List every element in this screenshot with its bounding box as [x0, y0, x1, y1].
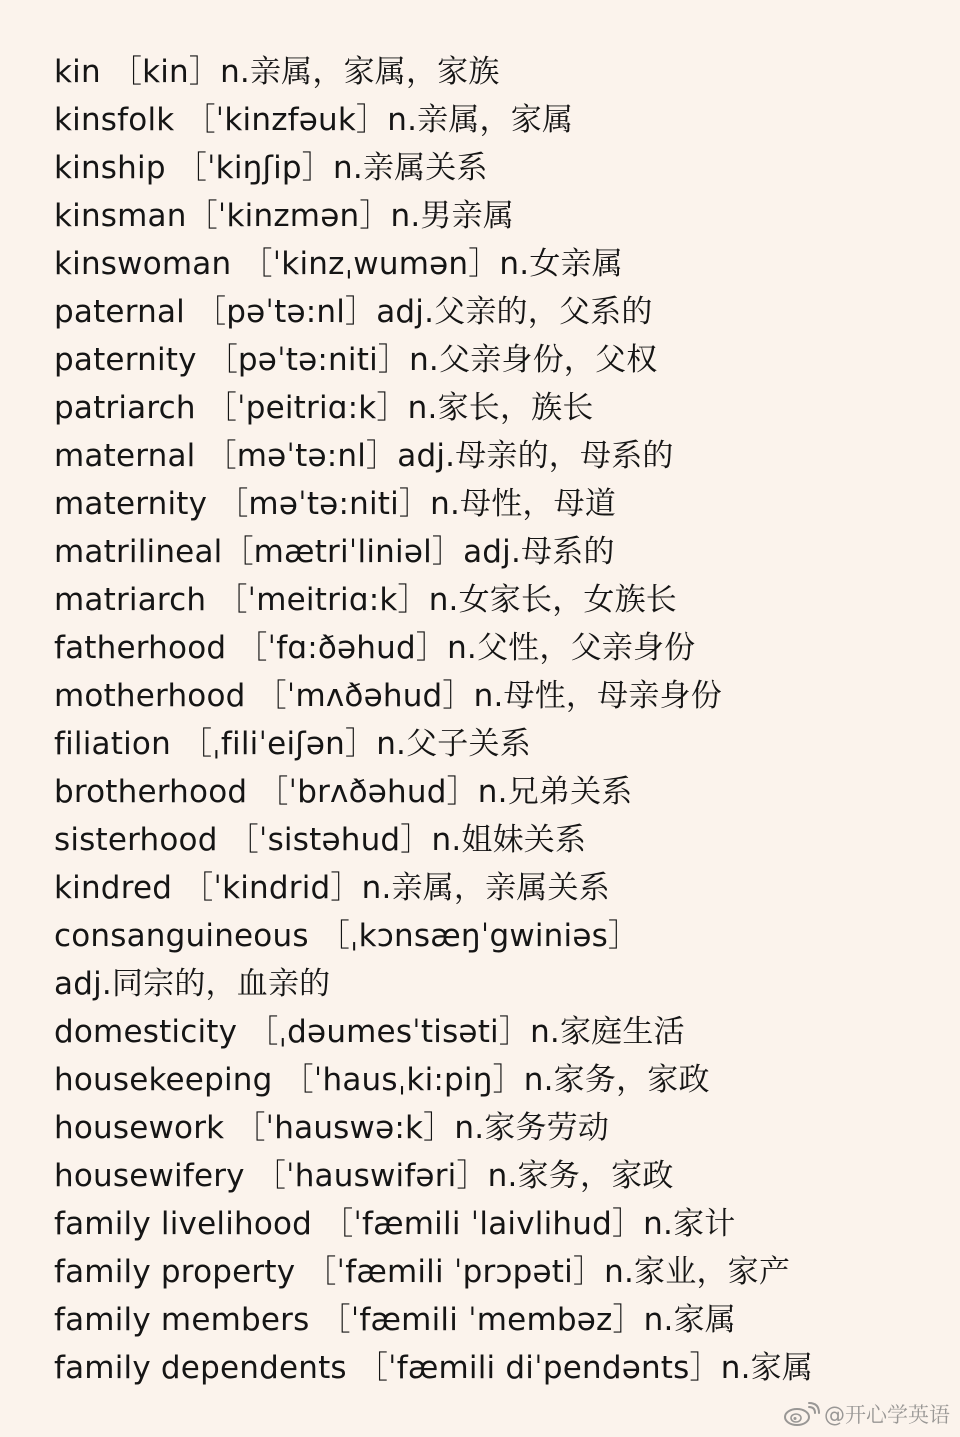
vocab-entry: maternal ［məˈtə:nl］adj.母亲的，母系的 [54, 438, 674, 474]
vocab-entry: maternity ［məˈtə:niti］n.母性，母道 [54, 486, 617, 522]
vocab-entry: consanguineous ［ˌkɔnsæŋˈgwiniəs］ [54, 918, 640, 954]
vocab-entry: housekeeping ［ˈhausˌki:piŋ］n.家务，家政 [54, 1062, 710, 1098]
vocab-entry: kin ［kin］n.亲属，家属，家族 [54, 54, 500, 90]
vocab-entry: family property ［ˈfæmili ˈprɔpəti］n.家业，家产 [54, 1254, 791, 1290]
vocab-entry: family members ［ˈfæmili ˈmembəz］n.家属 [54, 1302, 736, 1338]
vocab-entry: patriarch ［ˈpeitriɑ:k］n.家长，族长 [54, 390, 594, 426]
vocab-entry: kinship ［ˈkiŋʃip］n.亲属关系 [54, 150, 488, 186]
vocab-entry: kindred ［ˈkindrid］n.亲属，亲属关系 [54, 870, 610, 906]
vocab-entry: housework ［ˈhauswə:k］n.家务劳动 [54, 1110, 610, 1146]
watermark [782, 1399, 950, 1429]
vocab-entry: matriarch ［ˈmeitriɑ:k］n.女家长，女族长 [54, 582, 678, 618]
vocab-entry: kinswoman ［ˈkinzˌwumən］n.女亲属 [54, 246, 623, 282]
vocabulary-list [54, 48, 940, 1392]
weibo-logo-icon [782, 1401, 820, 1427]
vocab-entry: housewifery ［ˈhauswifəri］n.家务，家政 [54, 1158, 674, 1194]
vocab-entry: fatherhood ［ˈfɑ:ðəhud］n.父性，父亲身份 [54, 630, 696, 666]
watermark-text: @开心学英语 [824, 1403, 950, 1427]
vocab-entry: brotherhood ［ˈbrʌðəhud］n.兄弟关系 [54, 774, 633, 810]
vocab-entry: motherhood ［ˈmʌðəhud］n.母性，母亲身份 [54, 678, 722, 714]
vocab-entry: kinsfolk ［ˈkinzfəuk］n.亲属，家属 [54, 102, 574, 138]
vocab-entry: domesticity ［ˌdəumesˈtisəti］n.家庭生活 [54, 1014, 685, 1050]
vocab-entry: filiation ［ˌfiliˈeiʃən］n.父子关系 [54, 726, 531, 762]
vocab-entry: matrilineal［mætriˈliniəl］adj.母系的 [54, 534, 615, 570]
vocab-entry: family livelihood ［ˈfæmili ˈlaivlihud］n.家计 [54, 1206, 736, 1242]
vocab-entry: sisterhood ［ˈsistəhud］n.姐妹关系 [54, 822, 587, 858]
vocab-entry: paternal ［pəˈtə:nl］adj.父亲的，父系的 [54, 294, 653, 330]
vocab-entry: kinsman［ˈkinzmən］n.男亲属 [54, 198, 515, 234]
vocab-entry-continuation: adj.同宗的，血亲的 [54, 966, 331, 1002]
vocab-entry: family dependents ［ˈfæmili diˈpendənts］n.家属 [54, 1350, 814, 1386]
vocab-entry: paternity ［pəˈtə:niti］n.父亲身份，父权 [54, 342, 658, 378]
